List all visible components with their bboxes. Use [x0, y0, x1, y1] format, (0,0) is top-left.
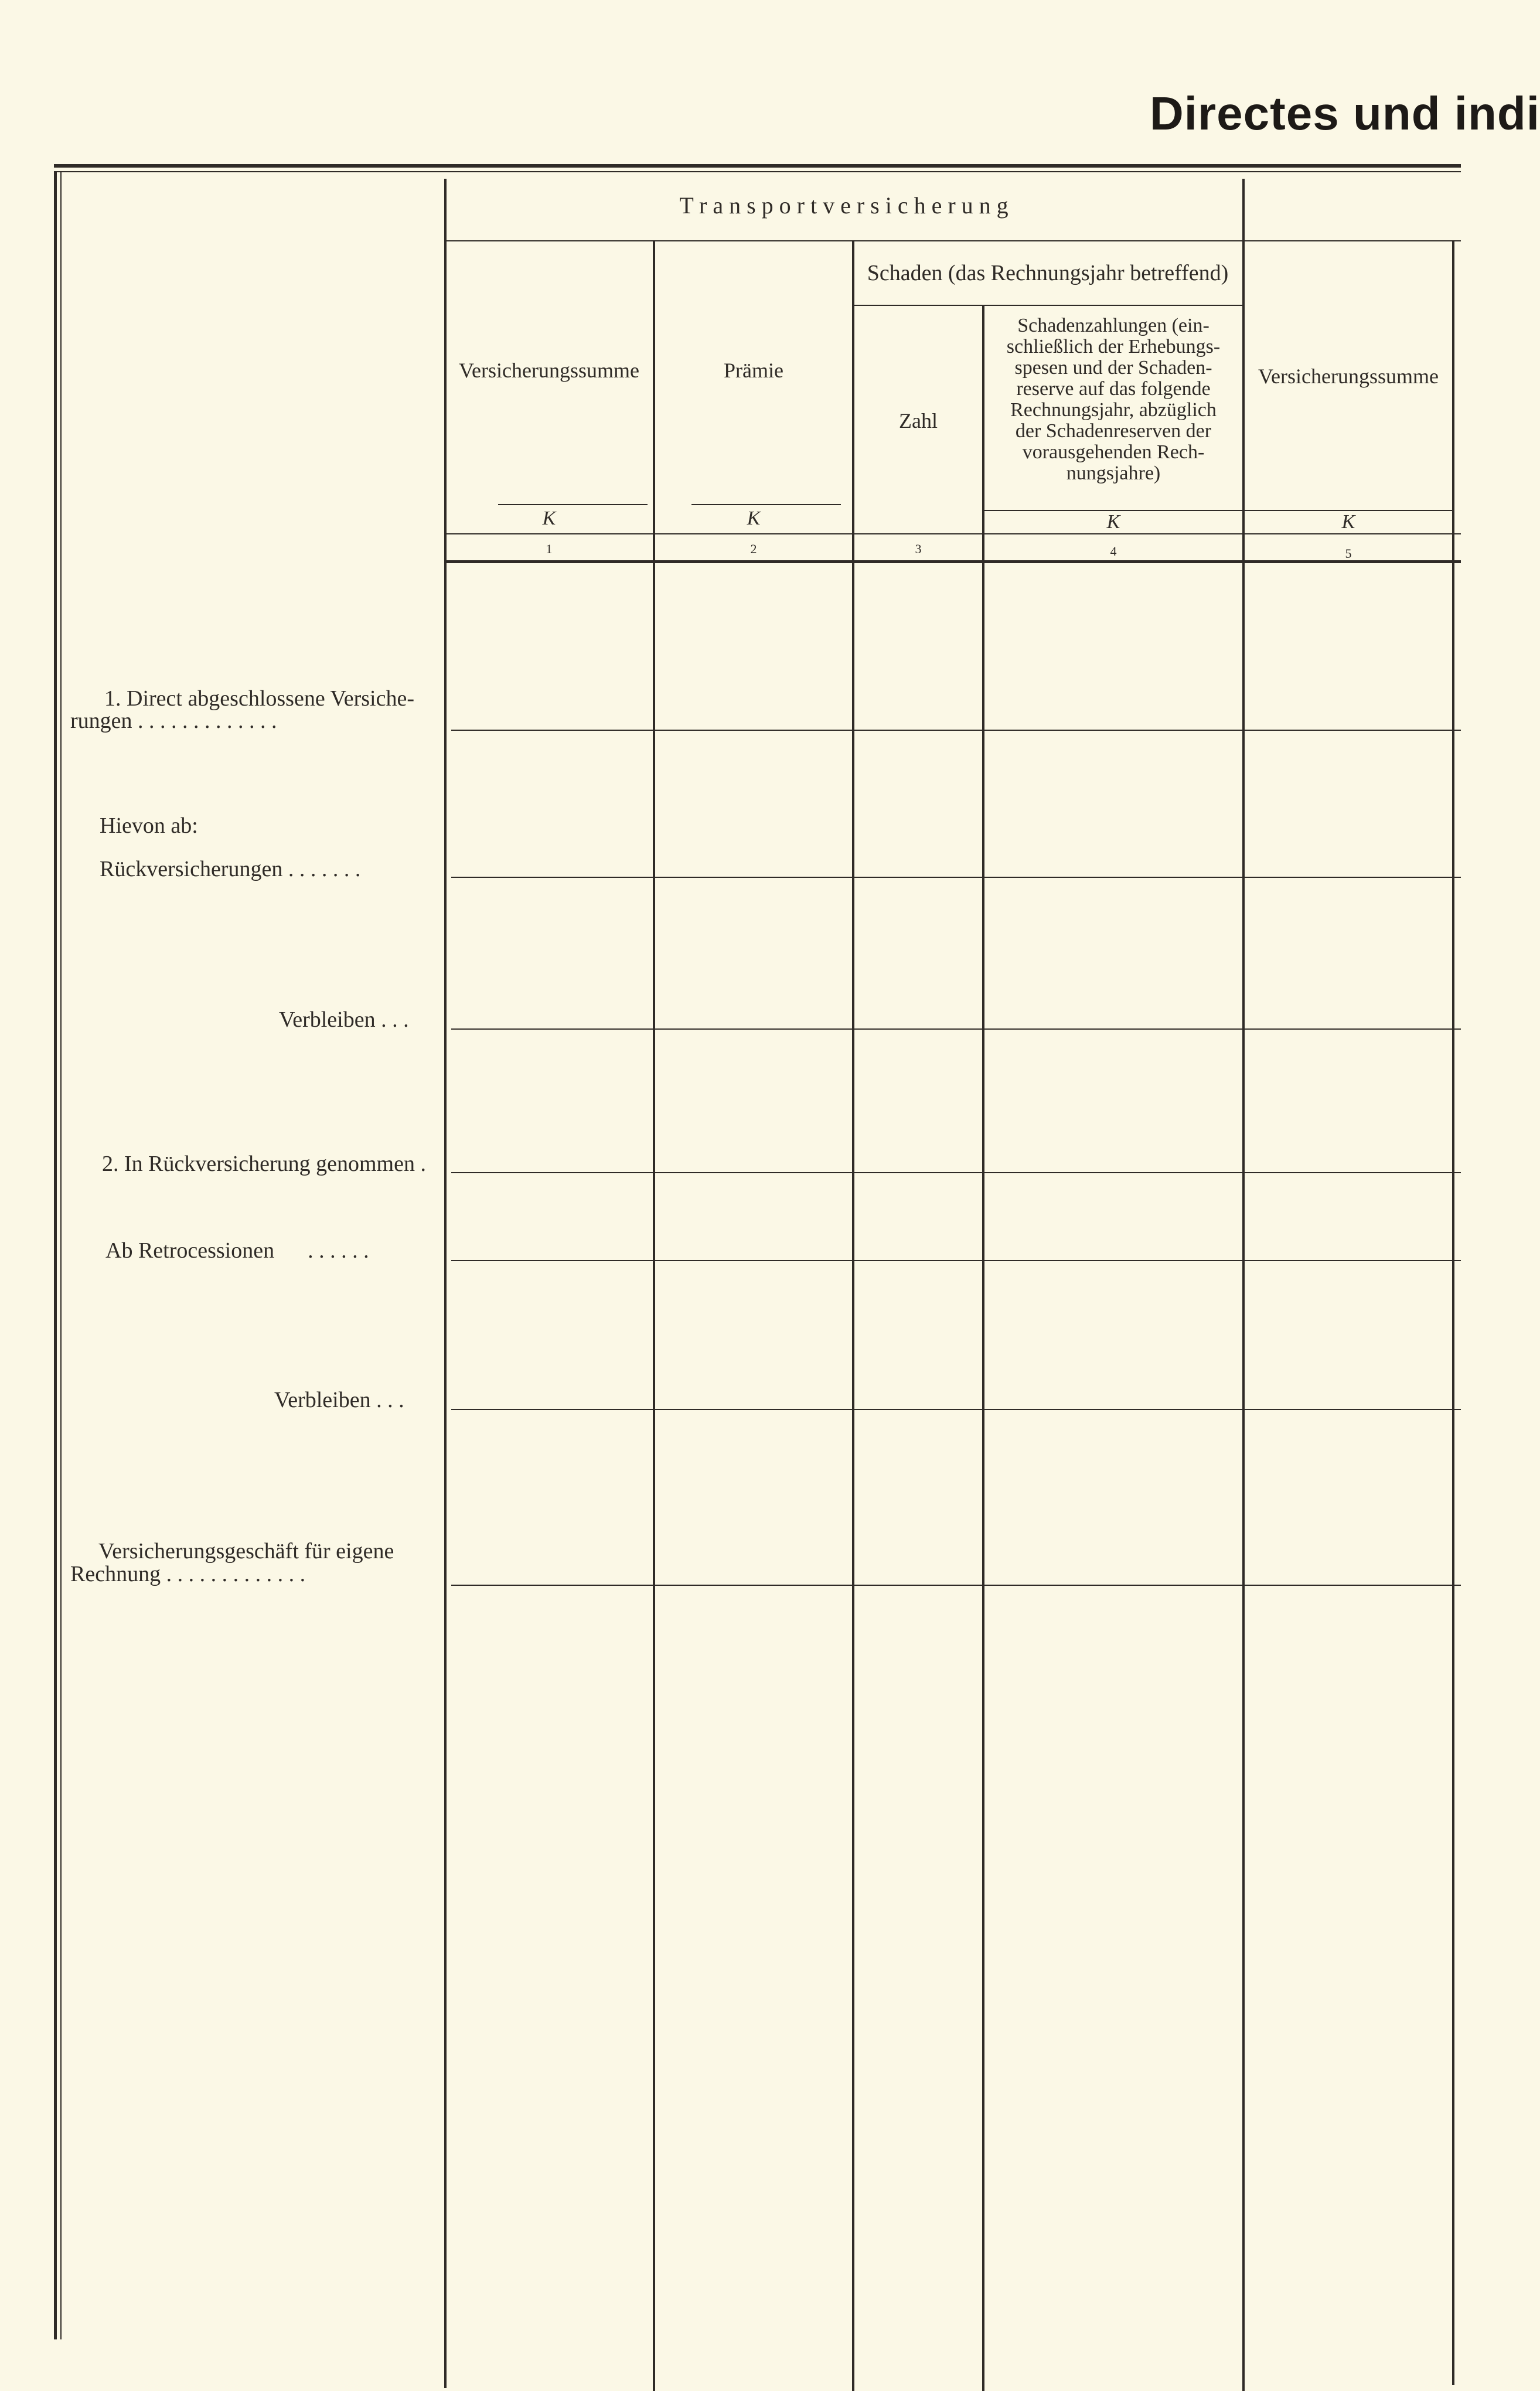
col1-unit: K	[542, 508, 556, 529]
col5-number: 5	[1345, 546, 1352, 561]
column-divider-3-4	[982, 305, 984, 2391]
table-top-rule	[54, 164, 1461, 168]
col4-header-line: der Schadenreserven der	[1015, 420, 1212, 442]
row-label-in-rueckversicherung: 2. In Rückversicherung genommen .	[102, 1152, 426, 1176]
col5-header-versicherungssumme: Versicherungssumme	[1258, 365, 1439, 388]
subgroup-header-schaden: Schaden (das Rechnungsjahr betreffend)	[867, 261, 1229, 285]
col3-header-zahl: Zahl	[899, 409, 938, 432]
group-header-underline	[445, 240, 1243, 241]
row-line-in-rueckversicherung	[451, 1172, 1461, 1173]
row-label-rueckversicherungen: Rückversicherungen . . . . . . .	[100, 857, 361, 881]
left-border-thick	[54, 171, 57, 2339]
col4-header-line: Schadenzahlungen (ein-	[1017, 315, 1209, 336]
col4-header-line: spesen und der Schaden-	[1014, 357, 1212, 379]
col4-header-line: vorausgehenden Rech-	[1022, 441, 1205, 463]
col1-header-versicherungssumme: Versicherungssumme	[459, 359, 639, 382]
row-line-verbleiben-2	[451, 1409, 1461, 1410]
row-label-direct-line1: 1. Direct abgeschlossene Versiche-	[104, 686, 414, 711]
group-header-transportversicherung: T r a n s p o r t v e r s i c h e r u n g	[679, 192, 1009, 219]
row-line-direct	[451, 730, 1461, 731]
unit-line-col1	[498, 504, 648, 505]
col4-unit: K	[1106, 511, 1120, 533]
number-row-top-line	[445, 533, 1461, 534]
subgroup-header-underline	[853, 305, 1243, 306]
row-label-eigene-line1: Versicherungsgeschäft für eigene	[98, 1539, 394, 1564]
unit-line-col2	[691, 504, 841, 505]
col4-header-line: schließlich der Erhebungs-	[1006, 336, 1221, 357]
page-title: Directes und indi	[1150, 87, 1540, 139]
row-label-direct-line2: rungen . . . . . . . . . . . . .	[70, 709, 277, 733]
col3-number: 3	[915, 541, 922, 556]
col1-number: 1	[546, 541, 553, 556]
col4-header-line: Rechnungsjahr, abzüglich	[1010, 399, 1217, 421]
col4-header-line: reserve auf das folgende	[1016, 378, 1211, 400]
row-label-eigene-line2: Rechnung . . . . . . . . . . . . .	[70, 1562, 306, 1586]
next-group-header-underline	[1243, 240, 1461, 241]
col4-number: 4	[1110, 544, 1117, 558]
row-line-eigene-rechnung	[451, 1585, 1461, 1586]
row-line-verbleiben-1	[451, 1028, 1461, 1030]
table-top-rule-thin	[54, 171, 1461, 172]
row-label-hievon: Hievon ab:	[100, 813, 198, 838]
left-border-thin	[60, 171, 62, 2339]
row-label-verbleiben-2: Verbleiben . . .	[274, 1388, 404, 1412]
col2-unit: K	[747, 508, 761, 529]
col4-header-schadenzahlungen	[984, 315, 1242, 484]
row-line-rueckversicherungen	[451, 877, 1461, 878]
row-line-retrocessionen	[451, 1260, 1461, 1261]
row-label-ab-retrocessionen: Ab Retrocessionen . . . . . .	[105, 1238, 369, 1263]
col4-header-line: nungsjahre)	[1066, 462, 1161, 484]
col2-header-praemie: Prämie	[724, 359, 783, 382]
row-label-verbleiben-1: Verbleiben . . .	[279, 1007, 409, 1032]
col2-number: 2	[750, 541, 757, 556]
col5-unit: K	[1341, 511, 1355, 533]
